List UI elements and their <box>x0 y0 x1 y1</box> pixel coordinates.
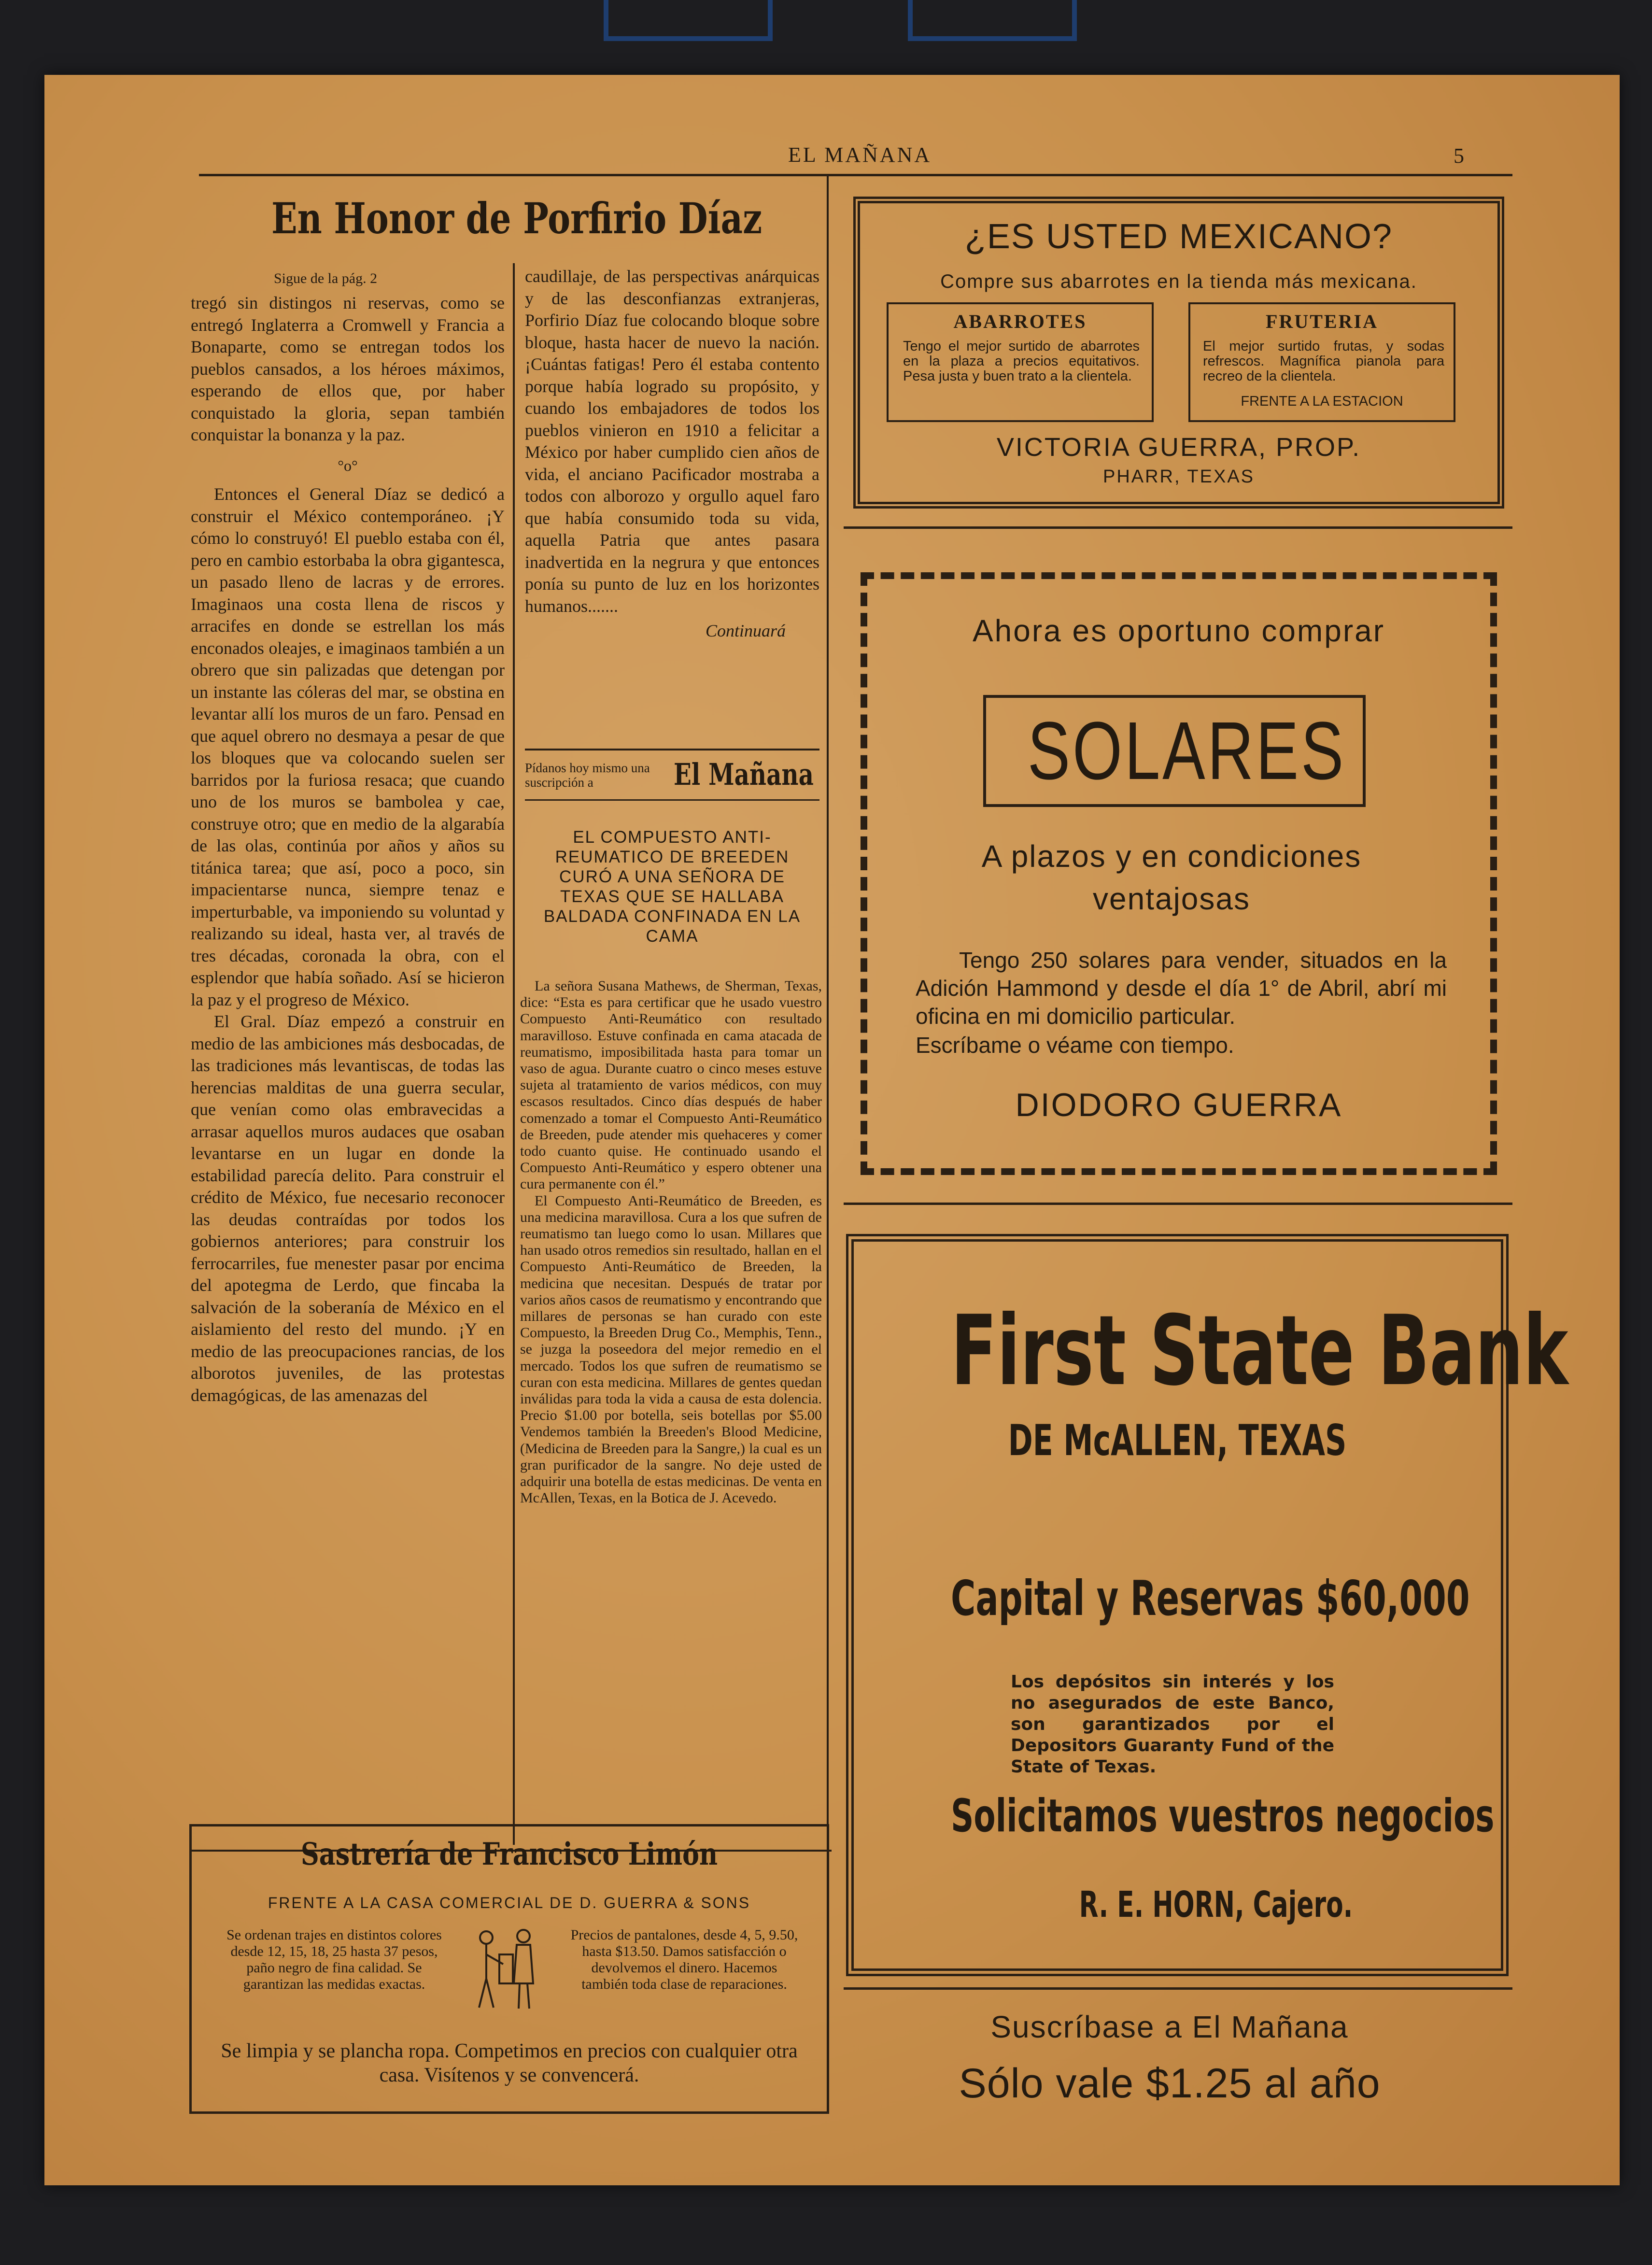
grocery-box-title: FRUTERIA <box>1266 311 1378 332</box>
bank-ad-deposits: Los depósitos sin interés y los no asegurados de este Banco, son garantizados por el Depositors Guaranty Fund of the State of Texas. <box>1011 1672 1334 1777</box>
grocery-box-text: El mejor surtido frutas, y sodas refrescos. Magnífica pianola para recreo de la clientela. <box>1203 339 1444 384</box>
main-column-divider <box>827 176 829 1847</box>
paper-name-header: EL MAÑANA <box>788 143 932 167</box>
ornament: °o° <box>338 456 358 474</box>
continued-note: Continuará <box>705 621 786 640</box>
column-divider <box>513 263 515 1845</box>
section-rule <box>525 799 819 801</box>
article-paragraph: El Gral. Díaz empezó a construir en medio de las ambiciones más desbocadas, de las tradiciones más levantiscas, de todas las herencias malditas de una guerra secular, que venían como olas embravecidas a arrasar aquellos muros audaces que osaban levantarse en un lugar en donde la estabilidad parecía delito. Para construir el crédito de México, fue necesario reconocer las deudas contraídas por todos los gobiernos anteriores; para construir los ferrocarriles, fue menester pasar por encima del apotegma de Lerdo, que fincaba la salvación de la soberanía de México en el aislamiento del resto del mundo. ¡Y en medio de las preocupaciones rancias, de los alborotos juveniles, de las protestas demagógicas, de las amenazas del <box>191 1012 505 1405</box>
bank-ad-slogan: Solicitamos vuestros negocios <box>951 1790 1495 1842</box>
bank-ad-capital: Capital y Reservas $60,000 <box>951 1570 1470 1627</box>
solares-ad-intro: Ahora es oportuno comprar <box>972 613 1385 648</box>
article-paragraph: tregó sin distingos ni reservas, como se entregó Inglaterra a Cromwell y Francia a Bonaparte, como se entregan todos los pueblos cansados, a los héroes máximos, esperando de ellos que, por haber conquistado la gloria, sepan también conquistar la bonanza y la paz. <box>191 293 505 444</box>
subscribe-note-text: Pídanos hoy mismo una suscripción a <box>525 761 650 790</box>
solares-ad-terms: A plazos y en condiciones ventajosas <box>981 839 1362 916</box>
background-binder-left <box>604 0 773 41</box>
article-column-1 <box>191 292 505 1406</box>
header-rule <box>199 174 1512 176</box>
tailor-ad <box>189 1824 829 2114</box>
continued-from-note: Sigue de la pág. 2 <box>274 270 378 286</box>
tailor-ad-footer: Se limpia y se plancha ropa. Competimos en precios con cualquier otra casa. Visítenos y se convencerá. <box>221 2040 798 2086</box>
subscribe-note-paper-name: El Mañana <box>674 757 814 792</box>
grocery-ad-title: ¿ES USTED MEXICANO? <box>964 217 1393 256</box>
solares-ad-body: Tengo 250 solares para vender, situados en la Adición Hammond y desde el día 1° de Abril, abrí mi oficina en mi domicilio particular. <box>916 948 1447 1029</box>
section-rule <box>844 1987 1512 1990</box>
grocery-ad-owner: VICTORIA GUERRA, PROP. <box>996 433 1361 462</box>
bank-ad-name: First State Bank <box>951 1295 1568 1407</box>
article-title: En Honor de Porfirio Díaz <box>271 193 762 243</box>
grocery-box-text: Tengo el mejor surtido de abarrotes en la plaza a precios equitativos. Pesa justa y buen trato a la clientela. <box>903 339 1140 384</box>
solares-ad <box>861 572 1497 1175</box>
tailor-ad-pants: Precios de pantalones, desde 4, 5, 9.50, hasta $13.50. Damos satisfacción o devolvemos el dinero. Hacemos también toda clase de reparaciones. <box>570 1927 798 1992</box>
bank-ad-cashier: R. E. HORN, Cajero. <box>1079 1884 1353 1925</box>
article-column-2 <box>525 266 819 642</box>
section-rule <box>844 1203 1512 1205</box>
bank-ad <box>846 1234 1568 1976</box>
section-rule <box>844 526 1512 529</box>
grocery-box-fruteria <box>1188 302 1455 422</box>
section-rule <box>525 749 819 750</box>
background-binder-right <box>908 0 1077 41</box>
medicine-paragraph: La señora Susana Mathews, de Sherman, Texas, dice: “Esta es para certificar que he usado vuestro Compuesto Anti-Reumático con resultado maravilloso. Estuve confinada en cama atacada de reumatismo, imposibilitada hasta para tomar un vaso de agua. Durante cuatro o cinco meses estuve sujeta al tratamiento de varios médicos, con muy escasos resultados. Cinco días después de haber comenzado a tomar el Compuesto Anti-Reumático de Breeden, pude atender mis quehaceres y comer todo cuanto quise. He continuado usando el Compuesto Anti-Reumático y espero obtener una cura permanente con él.” <box>520 978 822 1192</box>
grocery-ad <box>853 197 1504 509</box>
tailor-ad-suits: Se ordenan trajes en distintos colores desde 12, 15, 18, 25 hasta 37 pesos, paño negro de fina calidad. Se garantizan las medidas exactas. <box>226 1927 442 1992</box>
tailor-ad-subtitle: FRENTE A LA CASA COMERCIAL DE D. GUERRA & SONS <box>268 1894 751 1911</box>
grocery-box-footer: FRENTE A LA ESTACION <box>1241 394 1403 409</box>
medicine-text <box>520 978 822 1507</box>
newspaper-page <box>44 75 1620 2185</box>
solares-ad-name: DIODORO GUERRA <box>1015 1087 1342 1123</box>
medicine-headline: EL COMPUESTO ANTI-REUMATICO DE BREEDEN CURÓ A UNA SEÑORA DE TEXAS QUE SE HALLABA BALDADA CONFINADA EN LA CAMA <box>543 828 801 946</box>
medicine-paragraph: El Compuesto Anti-Reumático de Breeden, es una medicina maravillosa. Cura a los que sufren de reumatismo tan luego como lo usan. Millares que han usado otros remedios sin resultado, hallan en el Compuesto Anti-Reumático de Breeden, la medicina que necesitan. Después de tratar por varios años casos de reumatismo y encontrando que millares de personas se han curado con este Compuesto, la Breeden Drug Co., Memphis, Tenn., se juzga la poseedora del mejor remedio en el mercado. Todos los que sufren de reumatismo se curan con esta medicina. Millares de gentes quedan inválidas para toda la vida a causa de esta dolencia. Precio $1.00 por botella, seis botellas por $5.00 Vendemos también la Breeden's Blood Medicine, (Medicina de Breeden para la Sangre,) la cual es un gran purificador de la sangre. No deje usted de adquirir una botella de estas medicinas. De venta en McAllen, Texas, en la Botica de J. Acevedo. <box>520 1192 822 1506</box>
tailors-illustration <box>469 1925 542 2012</box>
tailor-ad-title: Sastrería de Francisco Limón <box>300 1836 718 1872</box>
article-paragraph: Entonces el General Díaz se dedicó a construir el México contemporáneo. ¡Y cómo lo construyó! El pueblo estaba con él, pero en cambio estorbaba la obra gigantesca, un pasado lleno de lacras y de errores. Imaginaos una costa llena de riscos y arracifes en donde se estrellan los más enconados oleajes, e imaginaos también a un obrero que sin palizadas que detengan por un instante las cóleras del mar, se obstina en levantar allí los muros de un faro. Pensad en que aquel obrero no desmaya a pesar de que los bloques que va colocando suelen ser barridos por la furiosa resaca; que cuando uno de los muros se bambolea y cae, construye otro; que en medio de la algarabía de las olas, continúa por años y años su titánica tarea; que así, poco a poco, sin impacientarse nunca, siempre tenaz e imperturbable, va imponiendo su voluntad y realizando su ideal, hasta ver, al través de tres décadas, coronada la obra, con el esplendor que había soñado. Así se hicieron la paz y el progreso de México. <box>191 484 505 1009</box>
solares-ad-contact: Escríbame o véame con tiempo. <box>916 1033 1234 1058</box>
grocery-box-title: ABARROTES <box>953 311 1087 332</box>
subscription-line-2: Sólo vale $1.25 al año <box>959 2060 1381 2107</box>
grocery-box-abarrotes <box>887 302 1154 422</box>
article-paragraph: caudillaje, de las perspectivas anárquicas y de las desconfianzas extranjeras, Porfirio Díaz fue colocando bloque sobre bloque, hasta hacer de nuevo la nación. ¡Cuántas fatigas! Pero él estaba contento porque había logrado su propósito, y cuando los embajadores de todos los pueblos vinieron en 1910 a felicitar a México por haber cumplido cien años de vida, el anciano Pacificador mostraba a todos con alborozo y orgullo aquel faro que había consumido toda su vida, aquella Patria que antes pasara inadvertida en la negrura y que entonces ponía su punto de luz en los horizontes humanos....... <box>525 267 819 616</box>
solares-ad-headline: SOLARES <box>1027 705 1346 797</box>
subscription-line-1: Suscríbase a El Mañana <box>990 2010 1349 2044</box>
page-number: 5 <box>1454 144 1466 168</box>
grocery-ad-location: PHARR, TEXAS <box>1102 467 1255 487</box>
bank-ad-location: DE McALLEN, TEXAS <box>1008 1416 1347 1465</box>
solares-headline-box <box>983 695 1366 807</box>
grocery-ad-subtitle: Compre sus abarrotes en la tienda más mexicana. <box>940 271 1417 292</box>
